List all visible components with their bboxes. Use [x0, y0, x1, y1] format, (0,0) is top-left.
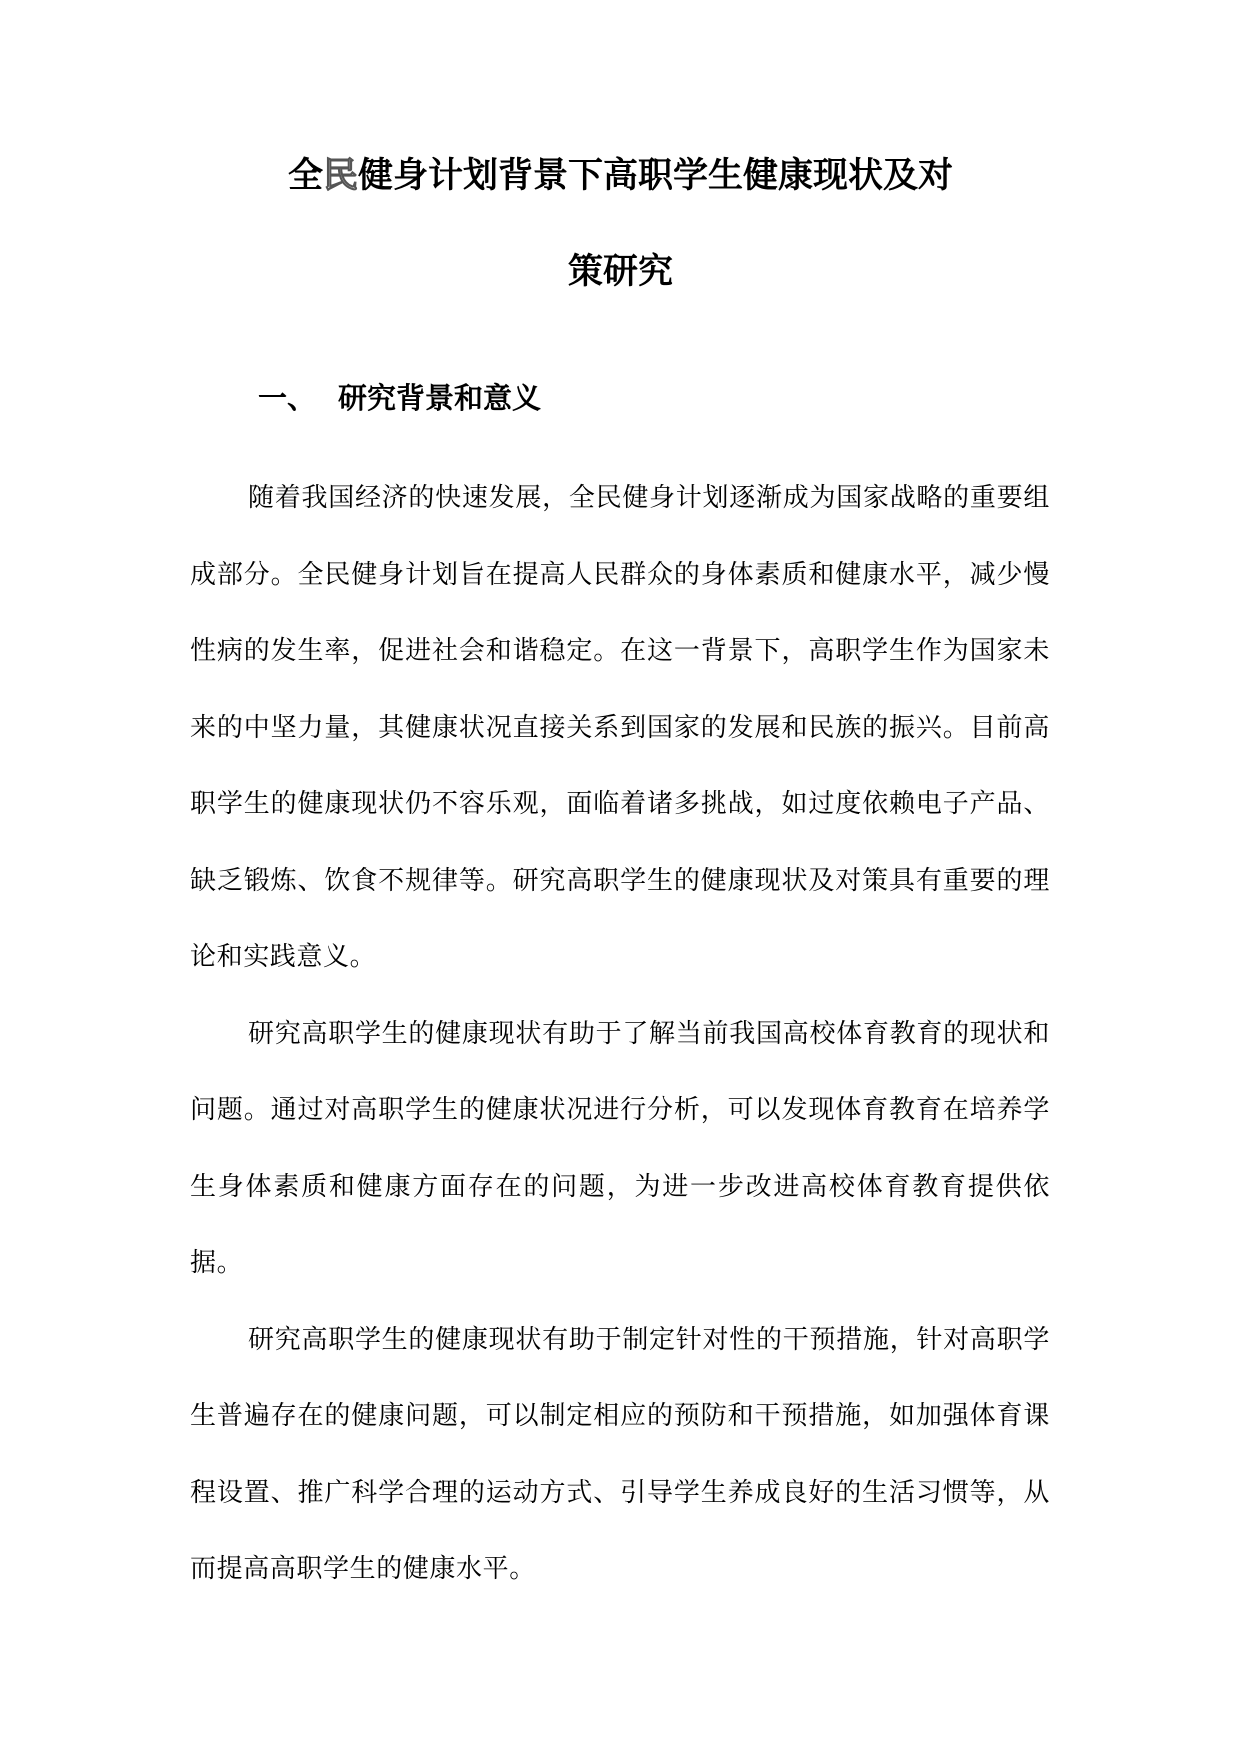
- paragraph: 随着我国经济的快速发展，全民健身计划逐渐成为国家战略的重要组成部分。全民健身计划旨在提高人民群众的身体素质和健康水平，减少慢性病的发生率，促进社会和谐稳定。在这一背景下，高职学生作为国家未来的中坚力量，其健康状况直接关系到国家的发展和民族的振兴。目前高职学生的健康现状仍不容乐观，面临着诸多挑战，如过度依赖电子产品、缺乏锻炼、饮食不规律等。研究高职学生的健康现状及对策具有重要的理论和实践意义。: [190, 483, 1050, 972]
- body-text: [190, 460, 1050, 1608]
- section-number: 一、: [258, 381, 317, 415]
- section-heading: [258, 378, 541, 418]
- section-heading-text: 研究背景和意义: [338, 381, 542, 415]
- paragraph: 研究高职学生的健康现状有助于了解当前我国高校体育教育的现状和问题。通过对高职学生的健康状况进行分析，可以发现体育教育在培养学生身体素质和健康方面存在的问题，为进一步改进高校体育教育提供依据。: [190, 1018, 1050, 1278]
- title-outline-char: 民: [322, 156, 358, 196]
- paragraph: 研究高职学生的健康现状有助于制定针对性的干预措施，针对高职学生普遍存在的健康问题，可以制定相应的预防和干预措施，如加强体育课程设置、推广科学合理的运动方式、引导学生养成良好的生活习惯等，从而提高高职学生的健康水平。: [190, 1324, 1050, 1584]
- title-rest: 健身计划背景下高职学生健康现状及对: [358, 156, 954, 196]
- document-title-line-1: [0, 152, 1241, 200]
- title-char-prefix: 全: [287, 156, 323, 196]
- document-title-line-2: 策研究: [567, 252, 673, 292]
